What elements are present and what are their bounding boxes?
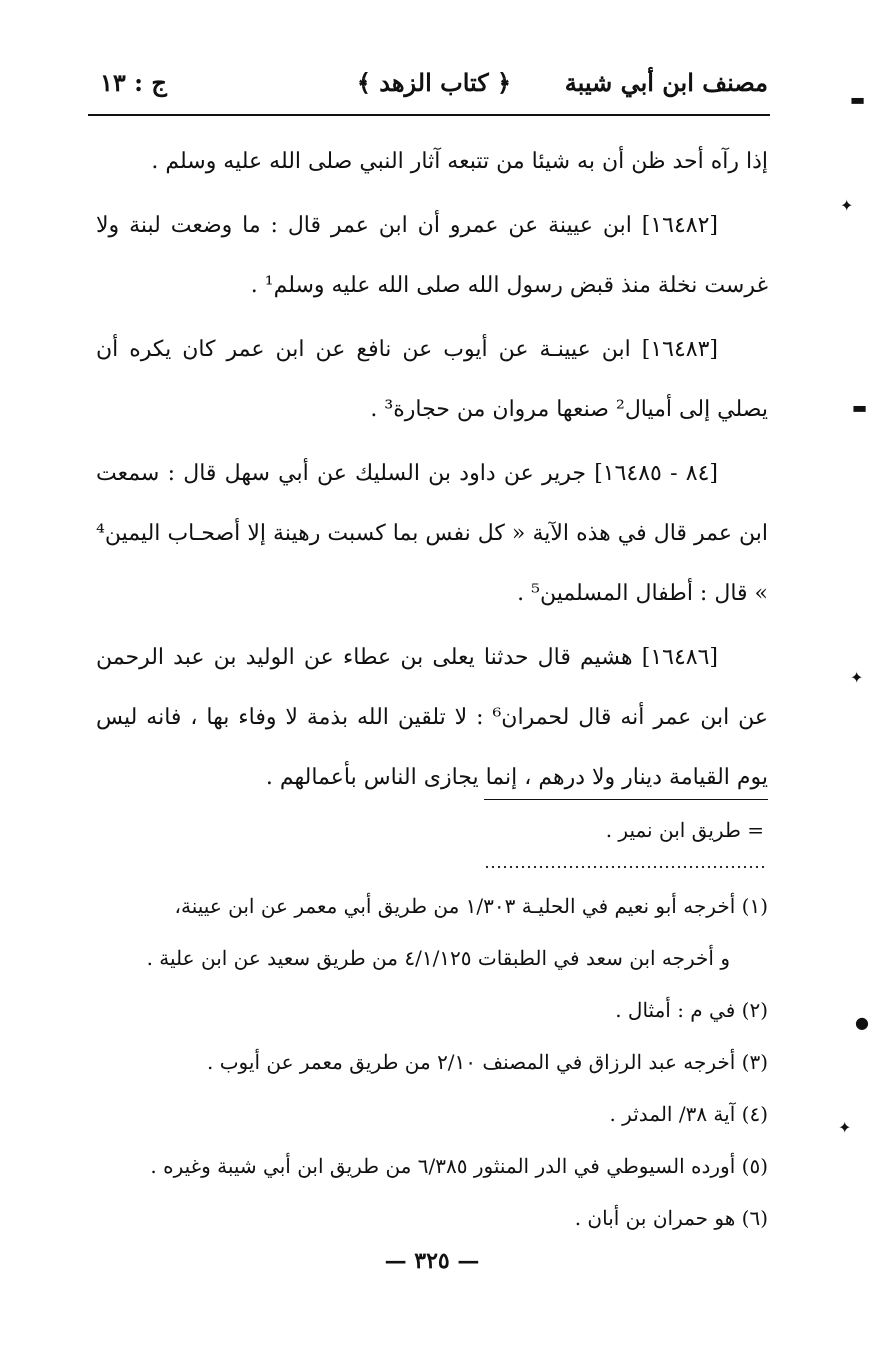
- footnote-continuation: = طريق ابن نمير .: [605, 818, 764, 842]
- footnote-separator: [484, 799, 768, 800]
- margin-dash-mark: ▬: [852, 398, 868, 417]
- footnote-wavy-divider: [484, 864, 768, 870]
- margin-cross-mark: ✦: [840, 196, 854, 215]
- entry-text: هشيم قال حدثنا يعلى بن عطاء عن الوليد بن عبد الرحمن عن ابن عمر أنه قال لحمران⁶ : لا تلقين الله بذمة لا وفاء بها ، فانه ليس يوم القيامة دينار ولا درهم ، إنما يجازى الناس بأعمالهم .: [96, 645, 768, 790]
- footnote: (٥) أورده السيوطي في الدر المنثور ٦/٣٨٥ من طريق ابن أبي شيبة وغيره .: [150, 1154, 768, 1178]
- footnote: (١) أخرجه أبو نعيم في الحليـة ١/٣٠٣ من طريق أبي معمر عن ابن عيينة،: [174, 894, 768, 918]
- footnote: (٢) في م : أمثال .: [615, 998, 768, 1022]
- page-header: [100, 68, 768, 108]
- entry-number: [٨٤ - ١٦٤٨٥]: [594, 461, 719, 486]
- margin-cross-mark: ✦: [850, 668, 864, 687]
- footnote: (٣) أخرجه عبد الرزاق في المصنف ٢/١٠ من طريق معمر عن أيوب .: [207, 1050, 768, 1074]
- hadith-entry: [96, 444, 768, 624]
- book-title: مصنف ابن أبي شيبة: [564, 68, 768, 97]
- entry-text: جرير عن داود بن السليك عن أبي سهل قال : سمعت ابن عمر قال في هذه الآية « كل نفس بما كسبت رهينة إلا أصحـاب اليمين⁴ » قال : أطفال المسلمين⁵ .: [96, 461, 768, 606]
- footnotes: [96, 880, 768, 1244]
- continuation-paragraph: إذا رآه أحد ظن أن به شيئا من تتبعه آثار النبي صلى الله عليه وسلم .: [151, 149, 768, 174]
- entry-number: [١٦٤٨٣]: [641, 337, 718, 362]
- margin-dot-mark: ●: [855, 1013, 869, 1032]
- volume-number: ج : ١٣: [100, 68, 167, 97]
- section-title: ﴿ كتاب الزهد ﴾: [356, 68, 512, 97]
- entry-number: [١٦٤٨٦]: [641, 645, 718, 670]
- entry-text: ابن عيينـة عن أيوب عن نافع عن ابن عمر كان يكره أن يصلي إلى أميال² صنعها مروان من حجارة³ .: [96, 337, 768, 422]
- main-text: [96, 132, 768, 812]
- entry-number: [١٦٤٨٢]: [641, 213, 718, 238]
- footnote: (٤) آية ٣٨/ المدثر .: [609, 1102, 768, 1126]
- footnote: و أخرجه ابن سعد في الطبقات ٤/١/١٢٥ من طريق سعيد عن ابن علية .: [146, 946, 730, 970]
- hadith-entry: [96, 196, 768, 316]
- hadith-entry: [96, 628, 768, 808]
- entry-text: ابن عيينة عن عمرو أن ابن عمر قال : ما وضعت لبنة ولا غرست نخلة منذ قبض رسول الله صلى الله عليه وسلم¹ .: [96, 213, 768, 298]
- margin-dash-mark: ▬: [850, 90, 866, 109]
- header-rule: [88, 114, 770, 116]
- page-number: — ٣٢٥ —: [384, 1248, 480, 1274]
- hadith-entry: [96, 320, 768, 440]
- margin-cross-mark: ✦: [838, 1118, 852, 1137]
- footnote: (٦) هو حمران بن أبان .: [574, 1206, 768, 1230]
